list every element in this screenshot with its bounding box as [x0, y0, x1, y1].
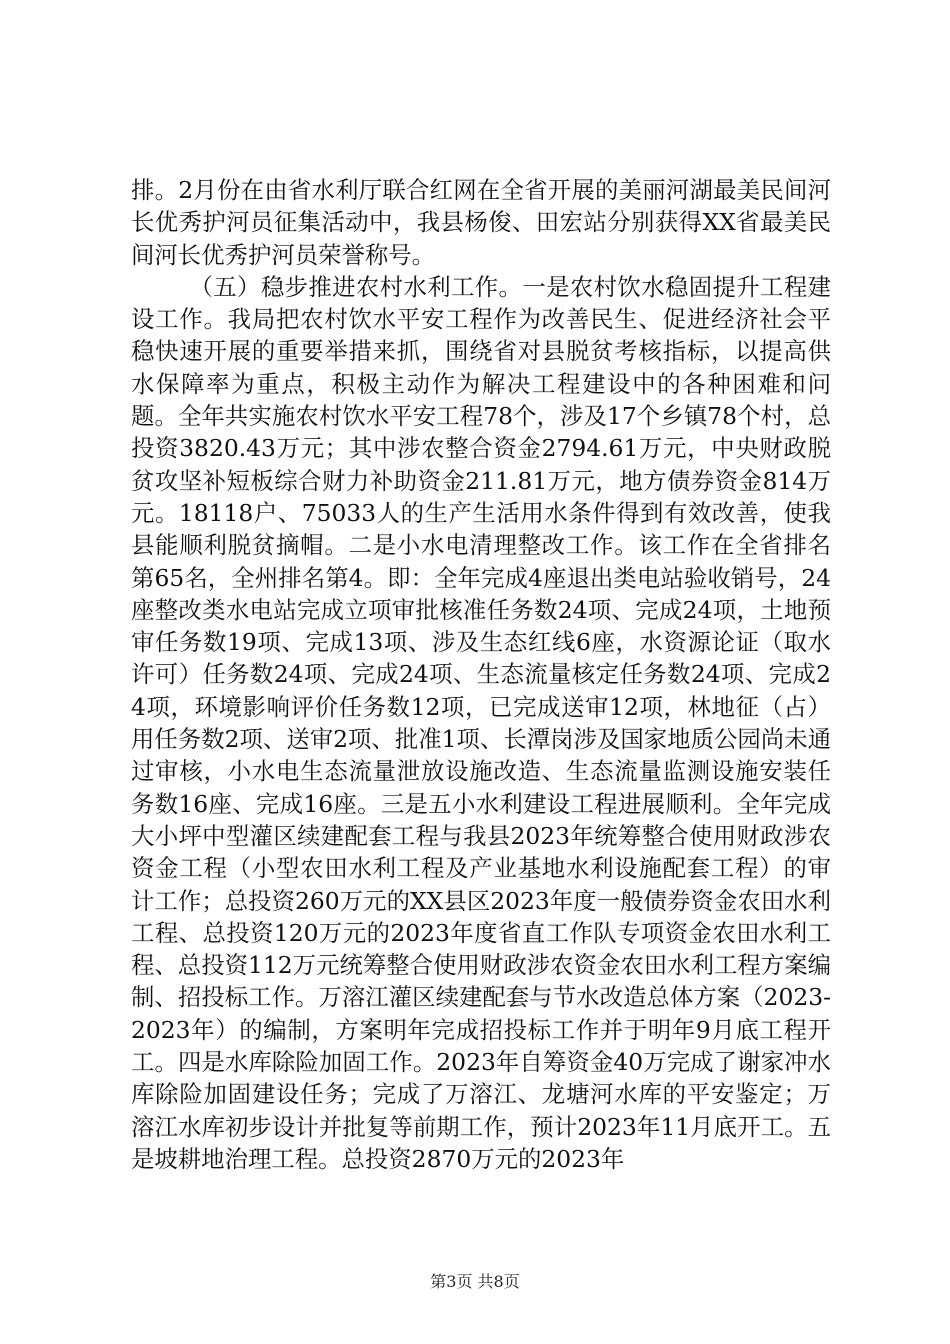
document-body — [131, 174, 831, 1175]
page-footer: 第3页 共8页 — [430, 1272, 520, 1291]
paragraph-rural-water-works: （五）稳步推进农村水利工作。一是农村饮水稳固提升工程建设工作。我局把农村饮水平安工程作为改善民生、促进经济社会平稳快速开展的重要举措来抓，围绕省对县脱贫考核指标，以提高供水保障率为重点，积极主动作为解决工程建设中的各种困难和问题。全年共实施农村饮水平安工程78个，涉及17个乡镇78个村，总投资3820.43万元；其中涉农整合资金2794.61万元，中央财政脱贫攻坚补短板综合财力补助资金211.81万元，地方债券资金814万元。18118户、75033人的生产生活用水条件得到有效改善，使我县能顺利脱贫摘帽。二是小水电清理整改工作。该工作在全省排名第65名，全州排名第4。即：全年完成4座退出类电站验收销号，24座整改类水电站完成立项审批核准任务数24项、完成24项，土地预审任务数19项、完成13项、涉及生态红线6座，水资源论证（取水许可）任务数24项、完成24项、生态流量核定任务数24项、完成24项，环境影响评价任务数12项，已完成送审12项，林地征（占）用任务数2项、送审2项、批准1项、长潭岗涉及国家地质公园尚未通过审核，小水电生态流量泄放设施改造、生态流量监测设施安装任务数16座、完成16座。三是五小水利建设工程进展顺利。全年完成大小坪中型灌区续建配套工程与我县2023年统筹整合使用财政涉农资金工程（小型农田水利工程及产业基地水利设施配套工程）的审计工作；总投资260万元的XX县区2023年度一般债券资金农田水利工程、总投资120万元的2023年度省直工作队专项资金农田水利工程、总投资112万元统筹整合使用财政涉农资金农田水利工程方案编制、招投标工作。万溶江灌区续建配套与节水改造总体方案（2023-2023年）的编制，方案明年完成招投标工作并于明年9月底工程开工。四是水库除险加固工作。2023年自筹资金40万完成了谢家冲水库除险加固建设任务；完成了万溶江、龙塘河水库的平安鉴定；万溶江水库初步设计并批复等前期工作，预计2023年11月底开工。五是坡耕地治理工程。总投资2870万元的2023年 — [131, 272, 831, 1173]
paragraph-continuation: 排。2月份在由省水利厅联合红网在全省开展的美丽河湖最美民间河长优秀护河员征集活动中，我县杨俊、田宏站分别获得XX省最美民间河长优秀护河员荣誉称号。 — [131, 176, 831, 269]
